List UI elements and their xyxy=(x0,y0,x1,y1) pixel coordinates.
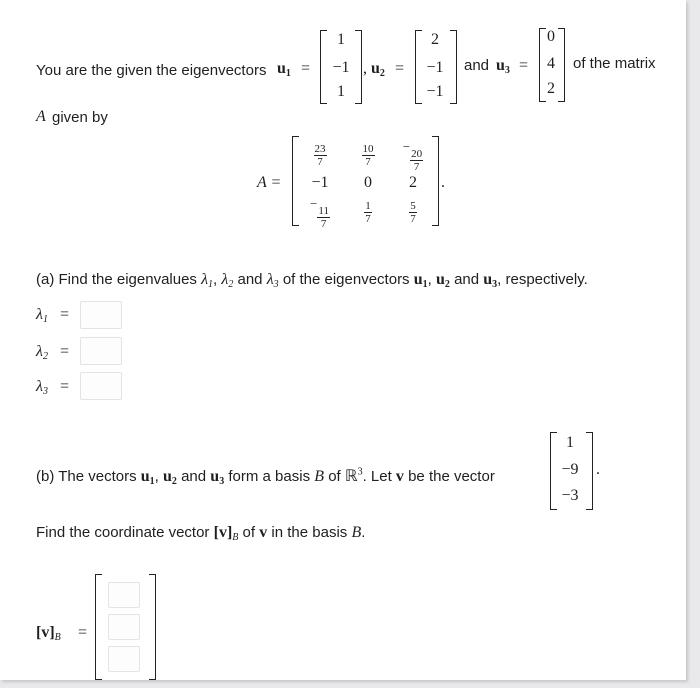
find-coordinate-text: Find the coordinate vector $[v]_B$ of v in the basis B. xyxy=(36,524,366,543)
coord-left-bracket xyxy=(95,574,102,680)
u3-entry-2: 4 xyxy=(547,55,555,72)
v-right-bracket xyxy=(586,432,593,510)
lambda1-input[interactable] xyxy=(80,301,122,329)
comma: , xyxy=(363,60,367,77)
u3-right-bracket xyxy=(558,28,565,102)
u3-equals: = xyxy=(519,57,529,74)
matrix-r1c3: − $\frac{20}{7}$ xyxy=(402,139,423,173)
u3-label: $u_3$ xyxy=(496,57,510,76)
coord-right-bracket xyxy=(149,574,156,680)
v-entry-1: 1 xyxy=(566,434,574,451)
matrix-left-bracket xyxy=(292,136,299,226)
lambda1-label: $\lambda_1$ xyxy=(36,306,48,325)
matrix-right-bracket xyxy=(432,136,439,226)
of-matrix-text: of the matrix xyxy=(573,55,656,72)
lambda2-label: $\lambda_2$ xyxy=(36,343,48,362)
matrix-A-symbol: A xyxy=(36,108,46,125)
lambda3-label: $\lambda_3$ xyxy=(36,378,48,397)
u1-entry-1: 1 xyxy=(337,31,345,48)
given-by-text: given by xyxy=(52,109,108,126)
u1-right-bracket xyxy=(355,30,362,104)
u2-equals: = xyxy=(395,60,405,77)
u1-entry-2: −1 xyxy=(332,59,350,76)
coord-answer-label: $[v]_B$ xyxy=(36,624,61,643)
u3-entry-3: 2 xyxy=(547,80,555,97)
matrix-r3c3: $\frac{5}{7}$ xyxy=(410,200,416,225)
coord-input-1[interactable] xyxy=(108,582,140,608)
lambda3-input[interactable] xyxy=(80,372,122,400)
u2-entry-1: 2 xyxy=(431,31,439,48)
v-entry-3: −3 xyxy=(561,487,579,504)
u1-entry-3: 1 xyxy=(337,83,345,100)
and-text: and xyxy=(464,57,490,74)
u1-equals: = xyxy=(301,60,311,77)
matrix-r2c2: 0 xyxy=(364,174,372,191)
lambda2-input[interactable] xyxy=(80,337,122,365)
lambda2-equals: = xyxy=(60,343,70,360)
coord-input-2[interactable] xyxy=(108,614,140,640)
matrix-period: . xyxy=(441,174,445,191)
v-entry-2: −9 xyxy=(561,461,579,478)
lambda1-equals: = xyxy=(60,306,70,323)
matrix-r1c1: $\frac{23}{7}$ xyxy=(314,143,326,168)
lambda3-equals: = xyxy=(60,378,70,395)
v-period: . xyxy=(596,461,600,478)
part-b-prompt: (b) The vectors $u_1$, $u_2$ and $u_3$ form a basis B of ℝ$^3$. Let v be the vector xyxy=(36,466,495,487)
coord-answer-equals: = xyxy=(78,624,88,641)
matrix-r2c1: −1 xyxy=(311,174,329,191)
matrix-label: A = xyxy=(257,174,282,191)
matrix-r2c3: 2 xyxy=(409,174,417,191)
u2-label: $u_2$ xyxy=(371,60,385,79)
u2-entry-2: −1 xyxy=(426,59,444,76)
coord-input-3[interactable] xyxy=(108,646,140,672)
matrix-r3c2: $\frac{1}{7}$ xyxy=(365,200,371,225)
u3-entry-1: 0 xyxy=(547,28,555,45)
u2-right-bracket xyxy=(450,30,457,104)
part-a-prompt: (a) Find the eigenvalues $\lambda_1$, $\lambda_2$ and $\lambda_3$ of the eigenvectors $u_1$, $u_2$ and $u_3$, respectively. xyxy=(36,271,588,290)
matrix-r1c2: $\frac{10}{7}$ xyxy=(362,143,374,168)
u2-entry-3: −1 xyxy=(426,83,444,100)
matrix-r3c1: − $\frac{11}{7}$ xyxy=(310,196,329,230)
intro-text: You are the given the eigenvectors xyxy=(36,62,267,79)
u1-label: $u_1$ xyxy=(277,60,291,79)
